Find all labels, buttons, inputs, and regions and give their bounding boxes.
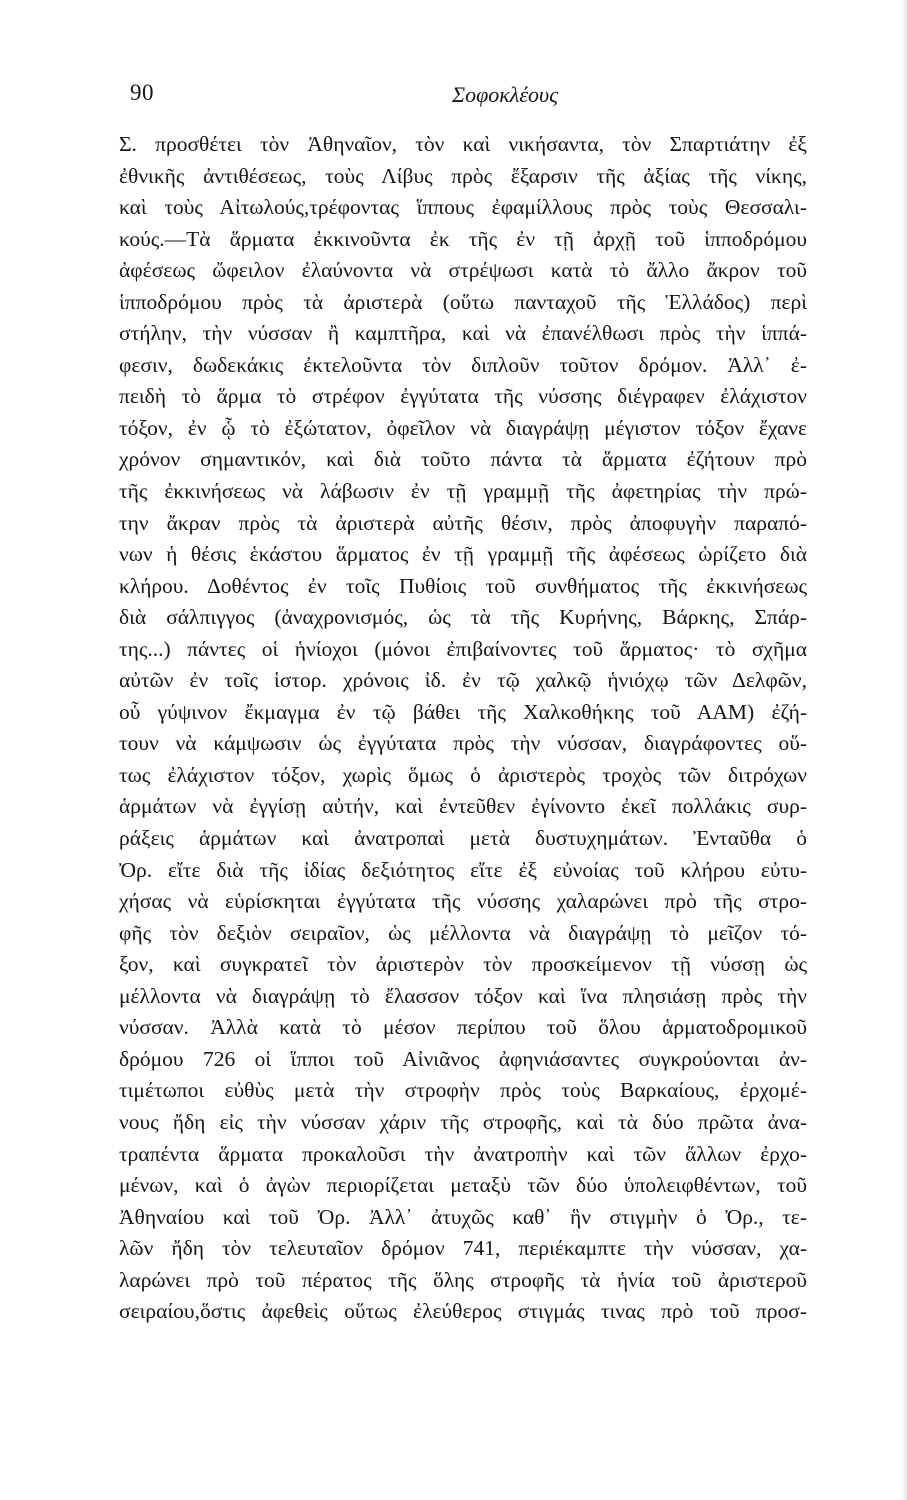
text-line: τουν νὰ κάμψωσιν ὡς ἐγγύτατα πρὸς τὴν νύσσαν, διαγράφοντες οὕ- (119, 731, 807, 756)
text-line: λῶν ἤδη τὸν τελευταῖον δρόμον 741, περιέκαμπτε τὴν νύσσαν, χα- (119, 1236, 807, 1261)
text-line: τραπέντα ἅρματα προκαλοῦσι τὴν ἀνατροπὴν καὶ τῶν ἄλλων ἐρχο- (119, 1141, 807, 1166)
text-line: τως ἐλάχιστον τόξον, χωρὶς ὅμως ὁ ἀριστερὸς τροχὸς τῶν διτρόχων (119, 762, 807, 787)
text-line: νους ἤδη εἰς τὴν νύσσαν χάριν τῆς στροφῆς, καὶ τὰ δύο πρῶτα ἀνα- (119, 1109, 807, 1134)
text-line: ράξεις ἁρμάτων καὶ ἀνατροπαὶ μετὰ δυστυχημάτων. Ἐνταῦθα ὁ (119, 826, 807, 851)
text-line: ξον, καὶ συγκρατεῖ τὸν ἀριστερὸν τὸν προσκείμενον τῇ νύσσῃ ὡς (119, 952, 807, 977)
text-line: δρόμου 726 οἱ ἵπποι τοῦ Αἰνιᾶνος ἀφηνιάσαντες συγκρούονται ἀν- (119, 1046, 807, 1071)
page-number: 90 (130, 80, 154, 105)
text-line: φῆς τὸν δεξιὸν σειραῖον, ὡς μέλλοντα νὰ διαγράψῃ τὸ μεῖζον τό- (119, 920, 807, 945)
text-line: κλήρου. Δοθέντος ἐν τοῖς Πυθίοις τοῦ συνθήματος τῆς ἐκκινήσεως (119, 573, 807, 598)
text-line: πειδὴ τὸ ἅρμα τὸ στρέφον ἐγγύτατα τῆς νύσσης διέγραφεν ἐλάχιστον (119, 384, 807, 409)
text-line: Ὀρ. εἴτε διὰ τῆς ἰδίας δεξιότητος εἴτε ἐξ εὐνοίας τοῦ κλήρου εὐτυ- (119, 857, 807, 882)
text-line: νων ἡ θέσις ἑκάστου ἅρματος ἐν τῇ γραμμῇ τῆς ἀφέσεως ὡρίζετο διὰ (119, 542, 807, 567)
text-line: μέλλοντα νὰ διαγράψῃ τὸ ἔλασσον τόξον καὶ ἵνα πλησιάσῃ πρὸς τὴν (119, 983, 807, 1008)
text-line: ἐθνικῆς ἀντιθέσεως, τοὺς Λίβυς πρὸς ἔξαρσιν τῆς ἀξίας τῆς νίκης, (119, 163, 807, 188)
text-line: λαρώνει πρὸ τοῦ πέρατος τῆς ὅλης στροφῆς τὰ ἡνία τοῦ ἀριστεροῦ (119, 1267, 807, 1292)
text-line: σειραίου,ὅστις ἀφεθεὶς οὕτως ἐλεύθερος στιγμάς τινας πρὸ τοῦ προσ- (119, 1299, 807, 1324)
text-line: μένων, καὶ ὁ ἀγὼν περιορίζεται μεταξὺ τῶν δύο ὑπολειφθέντων, τοῦ (119, 1173, 807, 1198)
text-line: τόξον, ἐν ᾧ τὸ ἐξώτατον, ὀφεῖλον νὰ διαγράψῃ μέγιστον τόξον ἔχανε (119, 415, 807, 440)
running-title: Σοφοκλέους (452, 82, 559, 107)
text-line: στήλην, τὴν νύσσαν ἢ καμπτῆρα, καὶ νὰ ἐπανέλθωσι πρὸς τὴν ἱππά- (119, 321, 807, 346)
text-line: αὐτῶν ἐν τοῖς ἱστορ. χρόνοις ἰδ. ἐν τῷ χαλκῷ ἡνιόχῳ τῶν Δελφῶν, (119, 668, 807, 693)
text-line: ἱπποδρόμου πρὸς τὰ ἀριστερὰ (οὕτω πανταχοῦ τῆς Ἑλλάδος) περὶ (119, 289, 807, 314)
text-line: χήσας νὰ εὑρίσκηται ἐγγύτατα τῆς νύσσης χαλαρώνει πρὸ τῆς στρο- (119, 889, 807, 914)
text-line: ἁρμάτων νὰ ἐγγίσῃ αὐτήν, καὶ ἐντεῦθεν ἐγίνοντο ἐκεῖ πολλάκις συρ- (119, 794, 807, 819)
text-line: νύσσαν. Ἀλλὰ κατὰ τὸ μέσον περίπου τοῦ ὅλου ἁρματοδρομικοῦ (119, 1015, 807, 1040)
text-line: καὶ τοὺς Αἰτωλούς,τρέφοντας ἵππους ἐφαμίλλους πρὸς τοὺς Θεσσαλι- (119, 195, 807, 220)
text-line: την ἄκραν πρὸς τὰ ἀριστερὰ αὐτῆς θέσιν, πρὸς ἀποφυγὴν παραπό- (119, 510, 807, 535)
commentary-text (119, 129, 807, 1328)
running-head (124, 80, 804, 114)
text-line: οὗ γύψινον ἔκμαγμα ἐν τῷ βάθει τῆς Χαλκοθήκης τοῦ ΑΑΜ) ἐζή- (119, 699, 807, 724)
text-line: κούς.—Τὰ ἅρματα ἐκκινοῦντα ἐκ τῆς ἐν τῇ ἀρχῇ τοῦ ἱπποδρόμου (119, 226, 807, 251)
page-edge-shadow (901, 0, 907, 1500)
text-line: της...) πάντες οἱ ἡνίοχοι (μόνοι ἐπιβαίνοντες τοῦ ἅρματος· τὸ σχῆμα (119, 636, 807, 661)
text-line: διὰ σάλπιγγος (ἀναχρονισμός, ὡς τὰ τῆς Κυρήνης, Βάρκης, Σπάρ- (119, 605, 807, 630)
text-line: τιμέτωποι εὐθὺς μετὰ τὴν στροφὴν πρὸς τοὺς Βαρκαίους, ἐρχομέ- (119, 1078, 807, 1103)
text-line: Ἀθηναίου καὶ τοῦ Ὀρ. Ἀλλ᾽ ἀτυχῶς καθ᾽ ἣν στιγμὴν ὁ Ὀρ., τε- (119, 1204, 807, 1229)
text-line: τῆς ἐκκινήσεως νὰ λάβωσιν ἐν τῇ γραμμῇ τῆς ἀφετηρίας τὴν πρώ- (119, 479, 807, 504)
text-line: ἀφέσεως ὤφειλον ἐλαύνοντα νὰ στρέψωσι κατὰ τὸ ἄλλο ἄκρον τοῦ (119, 258, 807, 283)
text-line: φεσιν, δωδεκάκις ἐκτελοῦντα τὸν διπλοῦν τοῦτον δρόμον. Ἀλλ᾽ ἐ- (119, 352, 807, 377)
text-line: χρόνον σημαντικόν, καὶ διὰ τοῦτο πάντα τὰ ἅρματα ἐζήτουν πρὸ (119, 447, 807, 472)
text-line: Σ. προσθέτει τὸν Ἀθηναῖον, τὸν καὶ νικήσαντα, τὸν Σπαρτιάτην ἐξ (119, 132, 807, 156)
